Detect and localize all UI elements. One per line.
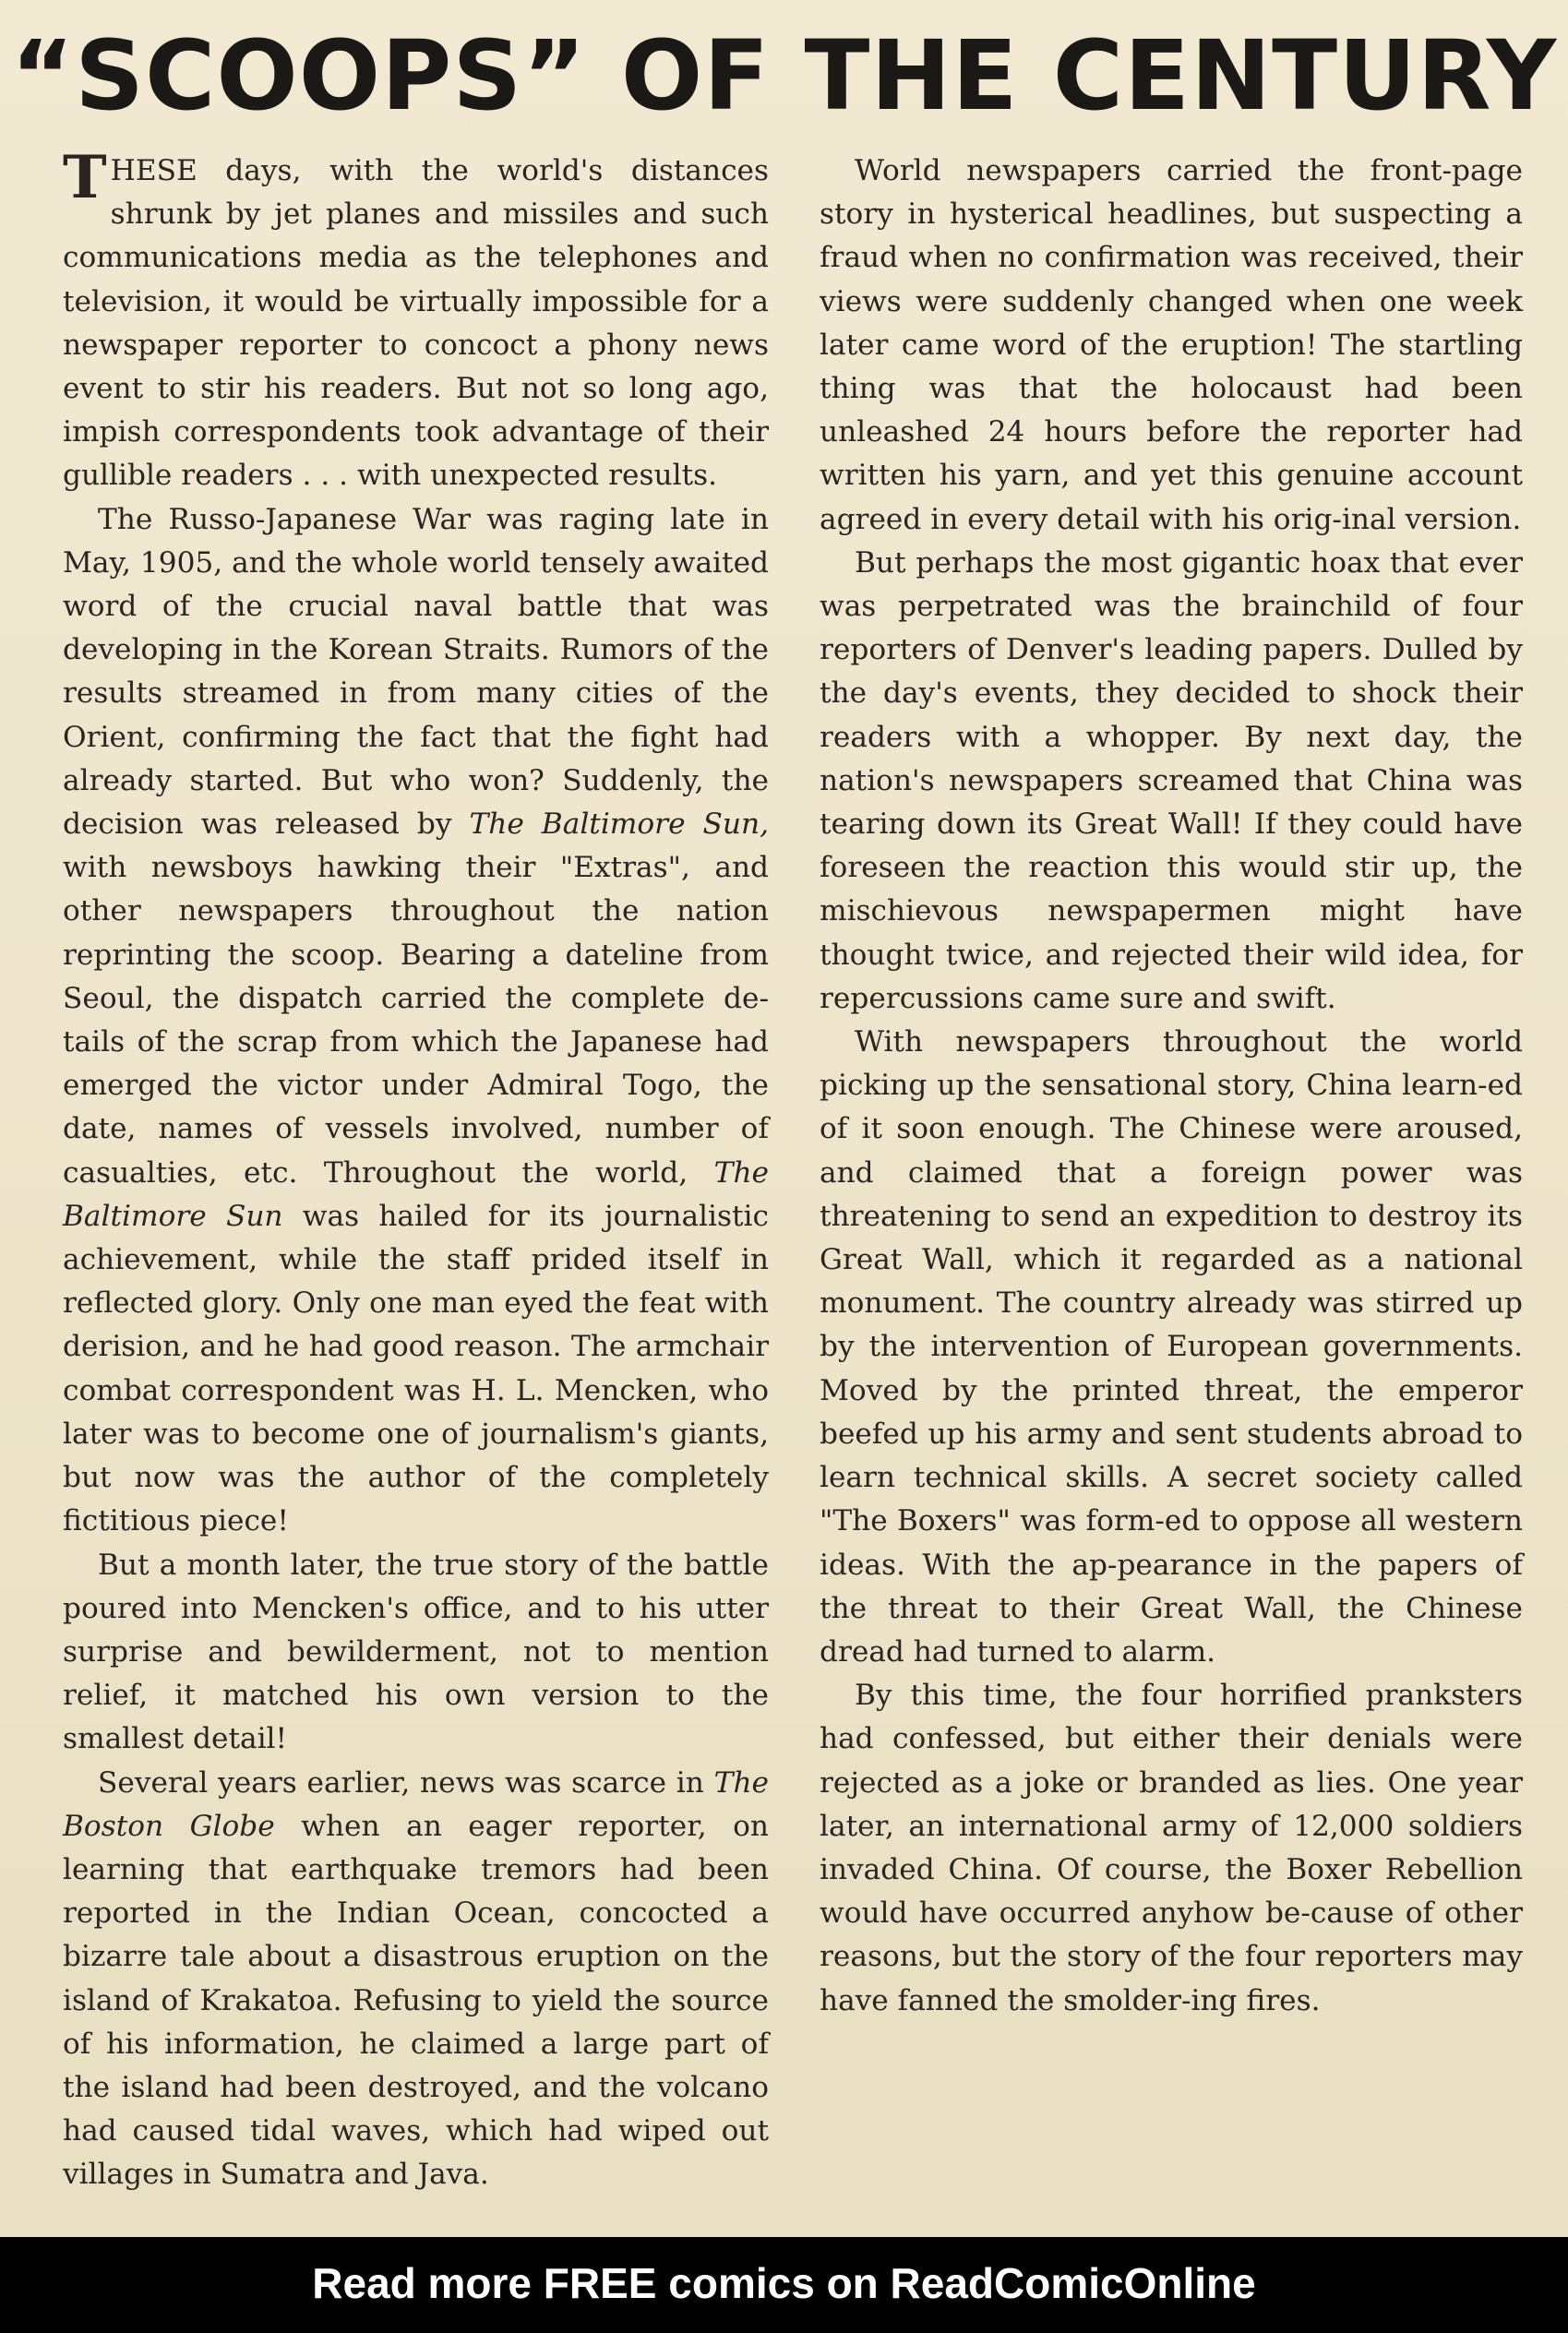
paragraph-text: The Russo-Japanese War was raging late in May, 1905, and the whole world tensely awaited word of the crucial naval battle that was developing in the Korean Straits. Rumors of the results streamed in from many cities of the Orient, confirming the fact that the fight had already started. But who won? Suddenly, the decision was released by bbox=[63, 502, 769, 842]
right-column bbox=[820, 150, 1523, 2023]
paragraph-denver-hoax: But perhaps the most gigantic hoax that ever was perpetrated was the brainchild of four reporters of Denver's leading papers. Dulled by the day's events, they decided to shock their readers with a whopper. By next day, the nation's newspapers screamed that China was tearing down its Great Wall! If they could have foreseen the reaction this would stir up, the mischievous newspapermen might have thought twice, and rejected their wild idea, for repercussions came sure and swift. bbox=[820, 545, 1523, 1015]
drop-cap: T bbox=[63, 143, 107, 212]
paragraph-text: Several years earlier, news was scarce in bbox=[98, 1765, 714, 1800]
paragraph-russo-japanese-war bbox=[63, 498, 769, 1544]
article-title: “SCOOPS” OF THE CENTURY bbox=[10, 19, 1558, 132]
left-column bbox=[63, 143, 769, 2197]
paragraph-text: with newsboys hawking their "Extras", and other newspapers throughout the nation reprinting the scoop. Bearing a dateline from Seoul, the dispatch carried the complete de-tails of the scrap from which the Japanese had emerged the victor under Admiral Togo, the date, names of vessels involved, number of casualties, etc. Throughout the world, bbox=[63, 851, 769, 1190]
paragraph-intro bbox=[63, 143, 769, 498]
newspaper-name: The Baltimore Sun, bbox=[469, 808, 769, 842]
promo-banner-text: Read more FREE comics on ReadComicOnline bbox=[312, 2259, 1256, 2307]
paragraph-eruption-confirmed: World newspapers carried the front-page story in hysterical headlines, but suspecting a fraud when no confirmation was received, their views were suddenly changed when one week later came word of the eruption! The startling thing was that the holocaust had been unleashed 24 hours before the reporter had written his yarn, and yet this genuine account agreed in every detail with his orig-inal version. bbox=[820, 154, 1523, 536]
newspaper-name: The Boston Globe bbox=[63, 1765, 769, 1843]
paragraph-krakatoa bbox=[63, 1762, 769, 2197]
paragraph-text: was hailed for its journalistic achievement, while the staff prided itself in reflected glory. Only one man eyed the feat with derision, and he had good reason. The armchair combat correspondent was H. L. Mencken, who later was to become one of journalism's giants, but now was the author of the completely fictitious piece! bbox=[63, 1199, 769, 1538]
paragraph-true-story: But a month later, the true story of the battle poured into Mencken's office, and to his utter surprise and bewilderment, not to mention relief, it matched his own version to the smallest detail! bbox=[63, 1548, 769, 1756]
paragraph-china-reaction: With newspapers throughout the world picking up the sensational story, China learn-ed of it soon enough. The Chinese were aroused, and claimed that a foreign power was threatening to send an expedition to destroy its Great Wall, which it regarded as a national monument. The country already was stirred up by the intervention of European governments. Moved by the printed threat, the emperor beefed up his army and sent students abroad to learn technical skills. A secret society called "The Boxers" was form-ed to oppose all western ideas. With the ap-pearance in the papers of the threat to their Great Wall, the Chinese dread had turned to alarm. bbox=[820, 1025, 1523, 1669]
paragraph-text: when an eager reporter, on learning that earthquake tremors had been reported in the Indian Ocean, concocted a bizarre tale about a disastrous eruption on the island of Krakatoa. Refusing to yield the source of his information, he claimed a large part of the island had been destroyed, and the volcano had caused tidal waves, which had wiped out villages in Sumatra and Java. bbox=[63, 1809, 769, 2192]
paragraph-boxer-rebellion: By this time, the four horrified pranksters had confessed, but either their denials were rejected as a joke or branded as lies. One year later, an international army of 12,000 soldiers invaded China. Of course, the Boxer Rebellion would have occurred anyhow be-cause of other reasons, but the story of the four reporters may have fanned the smolder-ing fires. bbox=[820, 1679, 1523, 2017]
paragraph-intro-text: HESE days, with the world's distances shrunk by jet planes and missiles and such communications media as the telephones and television, it would be virtually impossible for a newspaper reporter to concoct a phony news event to stir his readers. But not so long ago, impish correspondents took advantage of their gullible readers . . . with unexpected results. bbox=[63, 154, 769, 493]
promo-banner[interactable] bbox=[0, 2237, 1568, 2333]
newspaper-name: The Baltimore Sun bbox=[63, 1155, 769, 1233]
